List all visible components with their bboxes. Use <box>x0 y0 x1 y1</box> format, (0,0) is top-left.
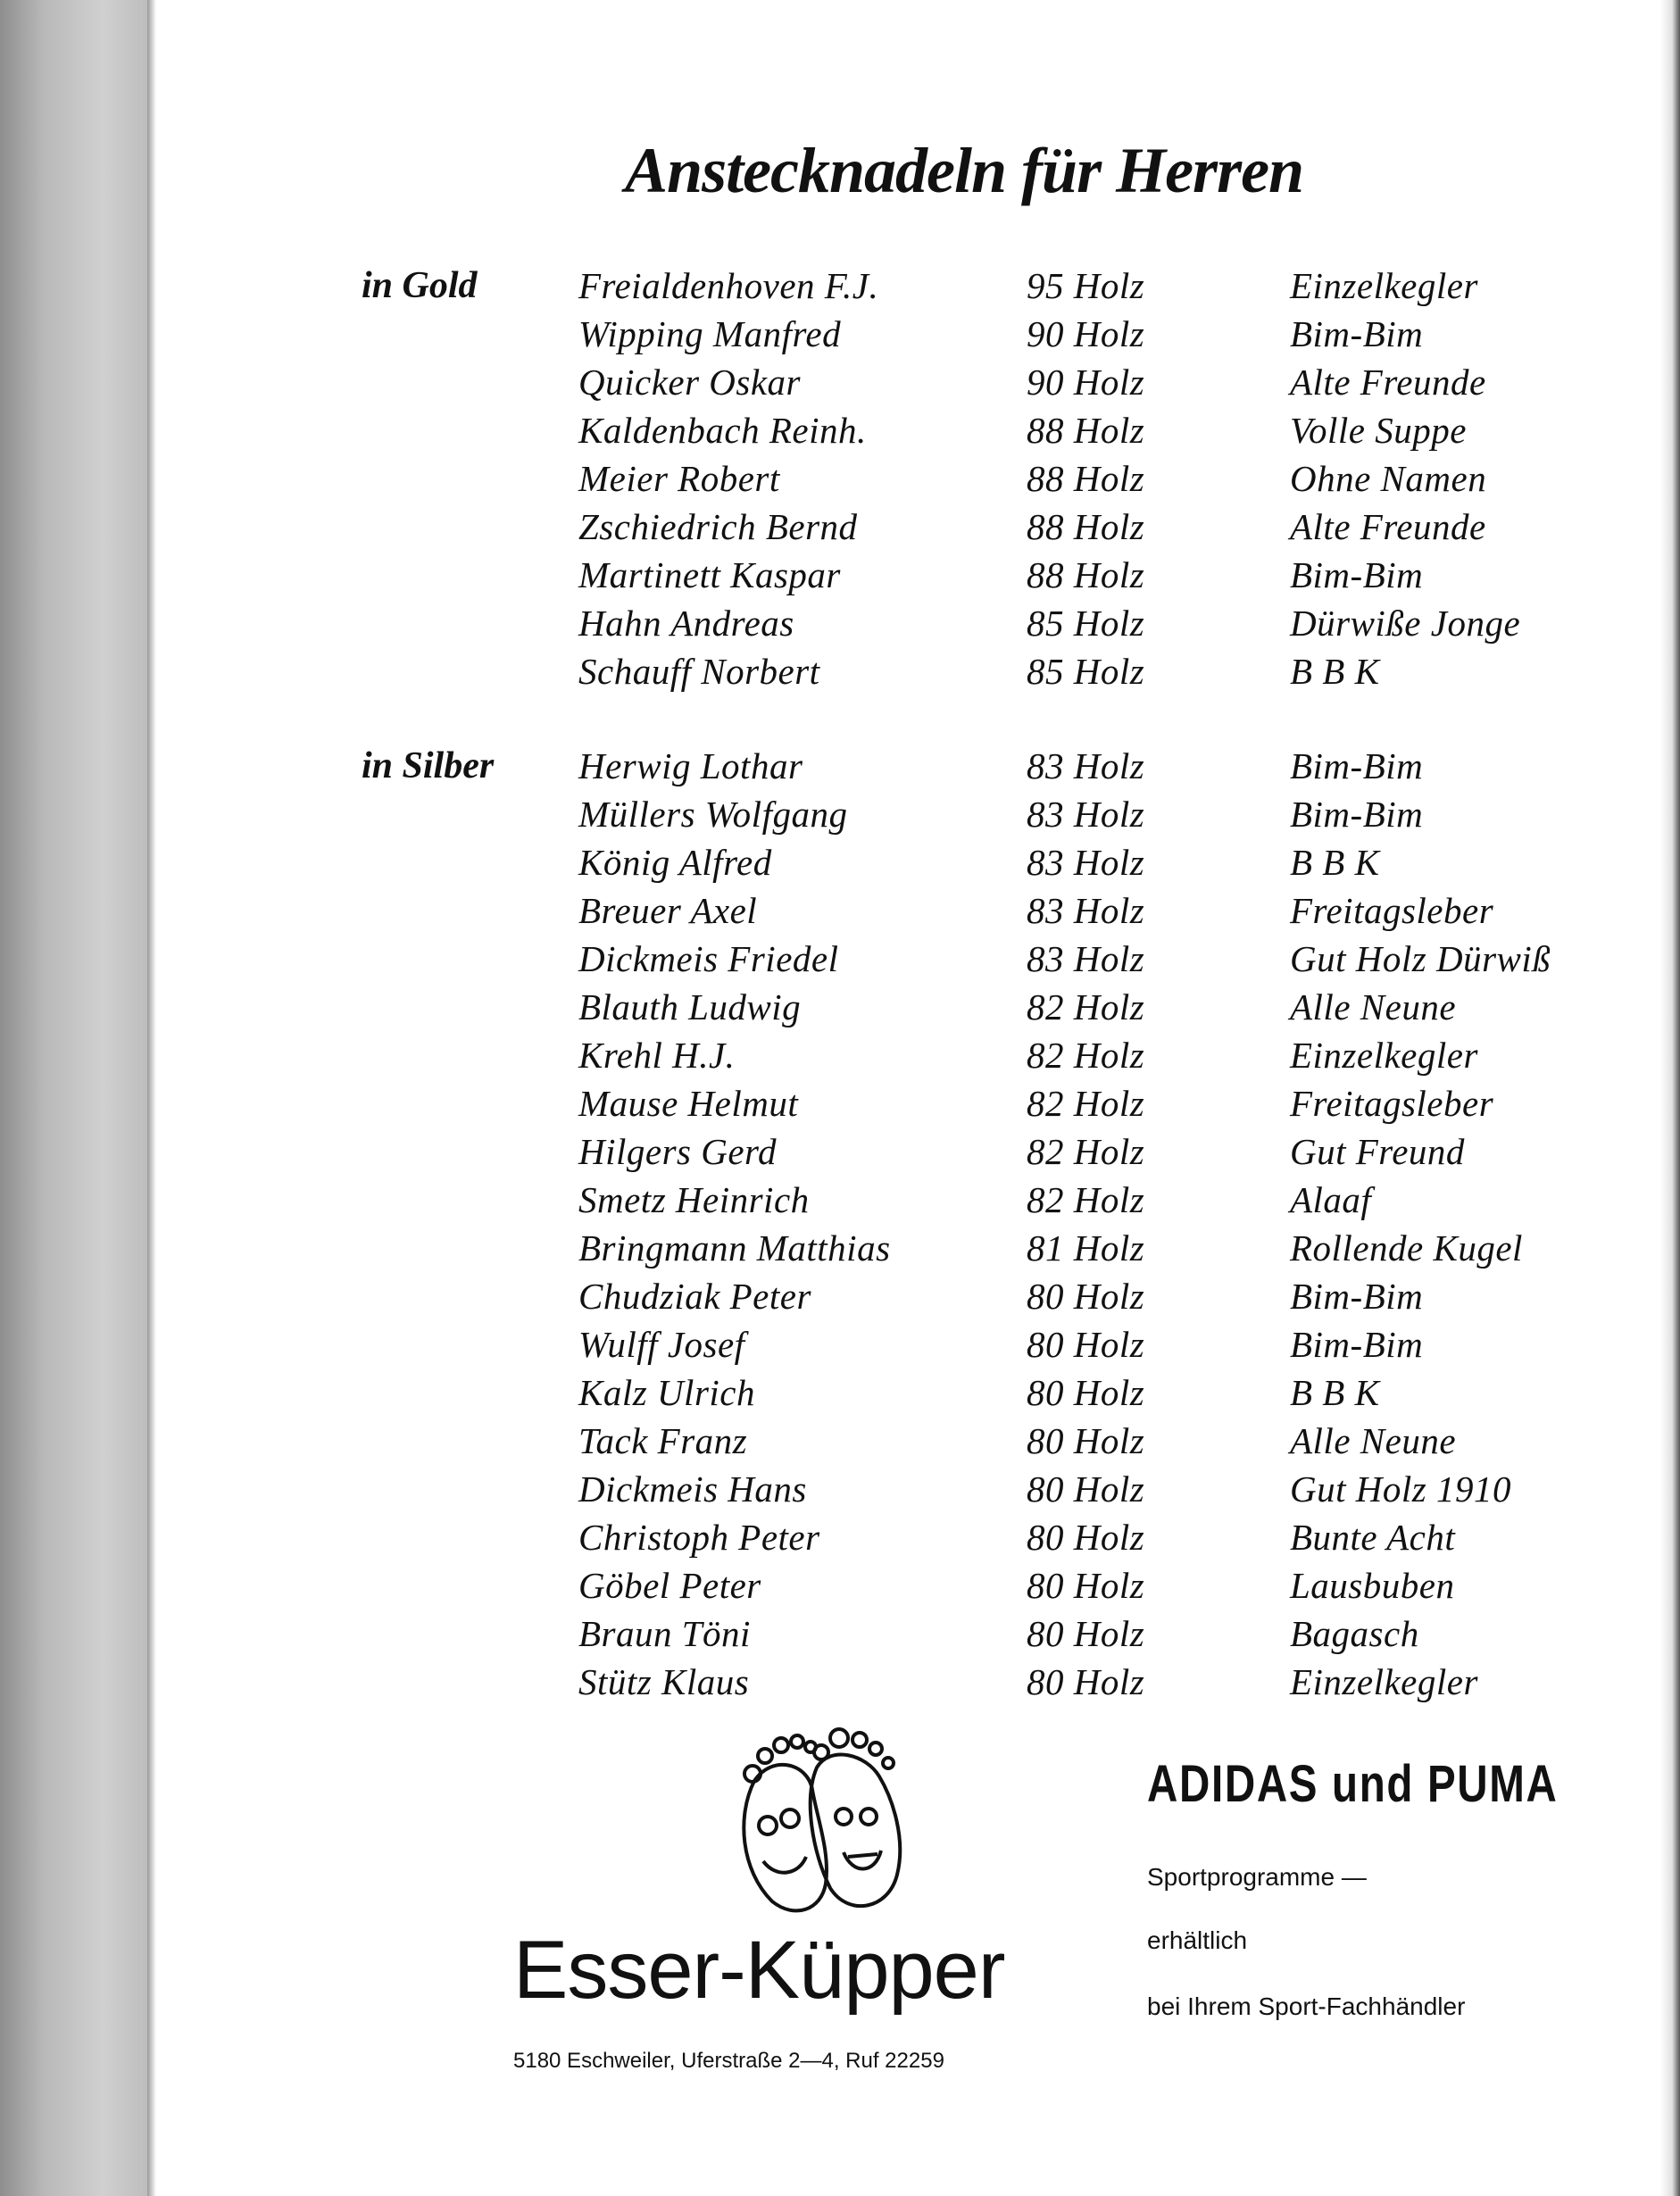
player-score: 83 Holz <box>1027 938 1145 979</box>
player-score: 88 Holz <box>1027 410 1145 451</box>
player-club: B B K <box>1290 1372 1380 1413</box>
company-name: Esser-Küpper <box>513 1925 1005 2016</box>
player-name: Meier Robert <box>578 458 780 499</box>
table-row <box>0 409 1680 457</box>
player-name: Chudziak Peter <box>578 1276 811 1317</box>
player-club: Bim-Bim <box>1290 794 1424 835</box>
player-name: Kalz Ulrich <box>578 1372 755 1413</box>
player-score: 83 Holz <box>1027 842 1145 883</box>
player-club: Alle Neune <box>1290 1420 1457 1461</box>
player-club: Freitagsleber <box>1290 1083 1494 1124</box>
player-score: 90 Holz <box>1027 362 1145 403</box>
player-club: Lausbuben <box>1290 1565 1455 1606</box>
table-row <box>0 1612 1680 1660</box>
player-name: Zschiedrich Bernd <box>578 506 858 547</box>
player-score: 80 Holz <box>1027 1372 1145 1413</box>
table-row <box>0 1371 1680 1419</box>
player-club: Einzelkegler <box>1290 1661 1478 1702</box>
player-club: Bim-Bim <box>1290 745 1424 786</box>
player-score: 90 Holz <box>1027 313 1145 354</box>
player-club: Gut Holz 1910 <box>1290 1468 1511 1510</box>
player-name: Göbel Peter <box>578 1565 761 1606</box>
player-score: 80 Holz <box>1027 1468 1145 1510</box>
table-row <box>0 937 1680 986</box>
table-row <box>0 1275 1680 1323</box>
player-score: 83 Holz <box>1027 794 1145 835</box>
player-name: Wulff Josef <box>578 1324 745 1365</box>
table-row <box>0 1323 1680 1371</box>
table-row <box>0 1468 1680 1516</box>
player-club: Gut Holz Dürwiß <box>1290 938 1551 979</box>
player-score: 88 Holz <box>1027 458 1145 499</box>
player-club: B B K <box>1290 842 1380 883</box>
player-club: Volle Suppe <box>1290 410 1467 451</box>
player-score: 82 Holz <box>1027 1035 1145 1076</box>
table-row <box>0 650 1680 698</box>
company-address: 5180 Eschweiler, Uferstraße 2—4, Ruf 22259 <box>513 2049 944 2073</box>
table-row <box>0 1082 1680 1130</box>
player-name: Hahn Andreas <box>578 603 794 644</box>
table-row <box>0 1419 1680 1468</box>
player-name: Müllers Wolfgang <box>578 794 848 835</box>
player-score: 82 Holz <box>1027 986 1145 1027</box>
player-score: 80 Holz <box>1027 1517 1145 1558</box>
ad-headline: ADIDAS und PUMA <box>1147 1755 1559 1813</box>
player-name: Hilgers Gerd <box>578 1131 777 1172</box>
player-score: 82 Holz <box>1027 1179 1145 1220</box>
table-row <box>0 1227 1680 1275</box>
table-row <box>0 1034 1680 1082</box>
player-name: Bringmann Matthias <box>578 1227 891 1269</box>
player-name: Schauff Norbert <box>578 651 820 692</box>
player-score: 82 Holz <box>1027 1083 1145 1124</box>
player-name: Wipping Manfred <box>578 313 842 354</box>
player-name: König Alfred <box>578 842 772 883</box>
table-row <box>0 1564 1680 1612</box>
table-row <box>0 1178 1680 1227</box>
player-club: Alte Freunde <box>1290 362 1486 403</box>
player-club: Alle Neune <box>1290 986 1457 1027</box>
player-name: Kaldenbach Reinh. <box>578 410 867 451</box>
ad-text-line: erhältlich <box>1147 1926 1248 1954</box>
player-score: 85 Holz <box>1027 603 1145 644</box>
player-club: B B K <box>1290 651 1380 692</box>
player-name: Quicker Oskar <box>578 362 802 403</box>
table-row <box>0 793 1680 841</box>
ad-text-line: bei Ihrem Sport-Fachhändler <box>1147 1992 1466 2020</box>
section-label-gold: in Gold <box>362 265 478 306</box>
player-name: Stütz Klaus <box>578 1661 750 1702</box>
table-row <box>0 889 1680 937</box>
player-name: Freialdenhoven F.J. <box>578 265 879 306</box>
player-club: Ohne Namen <box>1290 458 1487 499</box>
table-row <box>0 1660 1680 1709</box>
player-name: Blauth Ludwig <box>578 986 802 1027</box>
feet-faces-icon <box>719 1718 911 1919</box>
player-name: Dickmeis Friedel <box>578 938 839 979</box>
ad-text-line: Sportprogramme — <box>1147 1863 1367 1891</box>
player-score: 81 Holz <box>1027 1227 1145 1269</box>
table-row <box>0 553 1680 602</box>
player-name: Krehl H.J. <box>578 1035 736 1076</box>
player-club: Bim-Bim <box>1290 313 1424 354</box>
table-row <box>0 312 1680 361</box>
player-name: Braun Töni <box>578 1613 751 1654</box>
player-score: 83 Holz <box>1027 890 1145 931</box>
player-score: 83 Holz <box>1027 745 1145 786</box>
player-name: Breuer Axel <box>578 890 758 931</box>
table-row <box>0 1130 1680 1178</box>
player-score: 80 Holz <box>1027 1565 1145 1606</box>
player-name: Christoph Peter <box>578 1517 820 1558</box>
player-score: 95 Holz <box>1027 265 1145 306</box>
table-row <box>0 361 1680 409</box>
table-row <box>0 986 1680 1034</box>
player-club: Dürwiße Jonge <box>1290 603 1521 644</box>
player-score: 82 Holz <box>1027 1131 1145 1172</box>
table-row <box>0 1516 1680 1564</box>
player-club: Bagasch <box>1290 1613 1419 1654</box>
player-club: Gut Freund <box>1290 1131 1465 1172</box>
player-club: Bim-Bim <box>1290 554 1424 595</box>
player-club: Bim-Bim <box>1290 1276 1424 1317</box>
player-club: Rollende Kugel <box>1290 1227 1523 1269</box>
player-name: Dickmeis Hans <box>578 1468 807 1510</box>
player-club: Bim-Bim <box>1290 1324 1424 1365</box>
player-score: 80 Holz <box>1027 1661 1145 1702</box>
section-label-silver: in Silber <box>362 745 495 786</box>
table-row <box>0 744 1680 793</box>
table-row <box>0 264 1680 312</box>
player-club: Alaaf <box>1290 1179 1372 1220</box>
player-club: Freitagsleber <box>1290 890 1494 931</box>
player-name: Mause Helmut <box>578 1083 799 1124</box>
player-score: 85 Holz <box>1027 651 1145 692</box>
player-club: Einzelkegler <box>1290 265 1478 306</box>
player-name: Smetz Heinrich <box>578 1179 810 1220</box>
player-score: 88 Holz <box>1027 554 1145 595</box>
table-row <box>0 841 1680 889</box>
player-name: Herwig Lothar <box>578 745 803 786</box>
player-score: 88 Holz <box>1027 506 1145 547</box>
table-row <box>0 505 1680 553</box>
page-title: Anstecknadeln für Herren <box>625 135 1304 206</box>
player-name: Martinett Kaspar <box>578 554 841 595</box>
player-score: 80 Holz <box>1027 1420 1145 1461</box>
player-club: Bunte Acht <box>1290 1517 1456 1558</box>
player-name: Tack Franz <box>578 1420 748 1461</box>
table-row <box>0 457 1680 505</box>
player-club: Alte Freunde <box>1290 506 1486 547</box>
player-score: 80 Holz <box>1027 1613 1145 1654</box>
player-score: 80 Holz <box>1027 1324 1145 1365</box>
player-club: Einzelkegler <box>1290 1035 1478 1076</box>
table-row <box>0 602 1680 650</box>
player-score: 80 Holz <box>1027 1276 1145 1317</box>
